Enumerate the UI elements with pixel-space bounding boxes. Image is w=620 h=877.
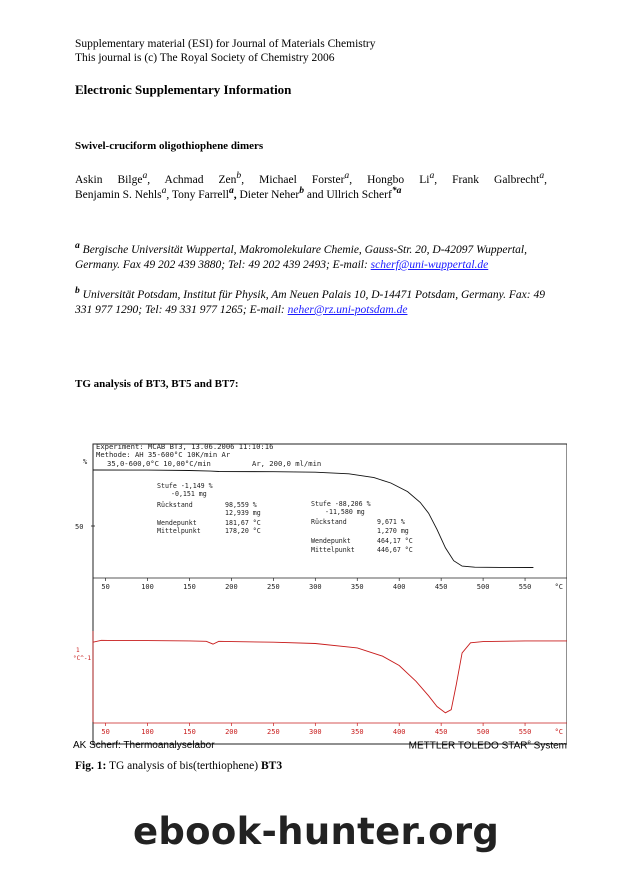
author-name: Achmad Zen [164, 173, 237, 186]
fig-header-line3b: Ar, 200,0 ml/min [252, 459, 322, 468]
author-name: Benjamin S. Nehls [75, 188, 162, 201]
x-tick-label: 350 [350, 728, 364, 736]
step1-stufe-mg: -0,151 mg [171, 490, 207, 498]
fig-header-line2: Methode: AH 35-600°C 10K/min Ar [96, 450, 231, 459]
author-name: Hongbo Li [367, 173, 430, 186]
tg-chart [73, 436, 567, 754]
affiliation-a: $^a$ Bergische Universität Wuppertal, Makromolekulare Chemie, Gauss-Str. 20, D-42097 Wuppertal, Germany. Fax 49 202 439 3880; Tel: 49 202 439 2493; E-mail: scherf@uni-wuppertal.de [75, 240, 527, 271]
x-tick-label: 250 [267, 728, 280, 736]
step2-stufe: Stufe -88,206 % [311, 500, 371, 508]
authors-line2: Benjamin S. Nehls$^a$, Tony Farrell$^a$, Dieter Neher$^b$ and Ullrich Scherf$^{*a}$ [75, 185, 402, 201]
dtg-y-unit: °C^-1 [73, 655, 92, 662]
tg-x-ticks [101, 578, 563, 591]
author-name: Askin Bilge [75, 173, 143, 186]
email-link-neher[interactable]: neher@rz.uni-potsdam.de [287, 303, 408, 316]
x-tick-label: 550 [518, 728, 532, 736]
article-title: Swivel-cruciform oligothiophene dimers [75, 140, 264, 152]
journal-header-line2: This journal is (c) The Royal Society of Chemistry 2006 [75, 52, 335, 64]
step1-rueckstand-label: Rückstand [157, 501, 193, 509]
step2-stufe-mg: -11,580 mg [325, 508, 365, 516]
fig-footer-right: METTLER TOLEDO STAR$^e$ System [408, 740, 567, 752]
x-tick-label: 450 [434, 583, 448, 591]
step2-rueckstand-mg: 1,270 mg [377, 527, 409, 535]
x-tick-label: 300 [308, 583, 322, 591]
x-tick-label: 150 [183, 728, 196, 736]
x-tick-label: 450 [434, 728, 448, 736]
page-title: Electronic Supplementary Information [75, 82, 292, 97]
author-name: Tony Farrell [171, 188, 229, 201]
x-tick-label: 100 [141, 583, 154, 591]
fig-footer-left: AK Scherf: Thermoanalyselabor [73, 740, 215, 751]
author-name: Michael Forster [259, 173, 345, 186]
journal-header-line1: Supplementary material (ESI) for Journal of Materials Chemistry [75, 38, 376, 50]
x-tick-label: 100 [141, 728, 154, 736]
x-tick-label: 50 [101, 583, 110, 591]
step1-mittelpunkt: 178,20 °C [225, 527, 261, 535]
step2-mittelpunkt: 446,67 °C [377, 546, 413, 554]
fig-header-line1: Experiment: MCAB BT3, 13.06.2006 11:10:16 [96, 442, 274, 451]
x-tick-label: 550 [518, 583, 532, 591]
step1-mittelpunkt-label: Mittelpunkt [157, 527, 201, 535]
step1-stufe: Stufe -1,149 % [157, 482, 213, 490]
dtg-curve [93, 640, 567, 713]
x-tick-label: 400 [392, 583, 406, 591]
x-unit-label: °C [554, 583, 563, 591]
author-name: Frank Galbrecht [452, 173, 540, 186]
step2-wendepunkt-label: Wendepunkt [311, 537, 351, 545]
x-tick-label: 200 [225, 728, 238, 736]
x-tick-label: 150 [183, 583, 196, 591]
step2-annotation [311, 500, 413, 554]
step2-rueckstand-label: Rückstand [311, 518, 347, 526]
x-tick-label: 500 [476, 583, 490, 591]
tg-y-tick-50: 50 [75, 523, 84, 531]
x-tick-label: 50 [101, 728, 110, 736]
x-tick-label: 350 [350, 583, 364, 591]
x-tick-label: 300 [308, 728, 322, 736]
step1-wendepunkt-label: Wendepunkt [157, 519, 197, 527]
watermark-text: ebook-hunter.org [133, 810, 500, 853]
step1-rueckstand: 98,559 % [225, 501, 257, 509]
x-tick-label: 500 [476, 728, 490, 736]
x-tick-label: 400 [392, 728, 406, 736]
x-tick-label: 250 [267, 583, 280, 591]
x-unit-label: °C [554, 728, 563, 736]
x-tick-label: 200 [225, 583, 238, 591]
section-heading: TG analysis of BT3, BT5 and BT7: [75, 378, 239, 390]
dtg-x-ticks [101, 723, 563, 736]
email-link-scherf[interactable]: scherf@uni-wuppertal.de [370, 258, 489, 271]
affiliation-b: $^b$ Universität Potsdam, Institut für Physik, Am Neuen Palais 10, D-14471 Potsdam, Germany. Fax: 49 331 977 1290; Tel: 49 331 977 1265; E-mail: neher@rz.uni-potsdam.de [75, 285, 545, 316]
figure-caption: Fig. 1: TG analysis of bis(terthiophene) BT3 [75, 760, 283, 772]
dtg-y-marker: 1 [76, 647, 80, 654]
fig-header-line3: 35,0-600,0°C 10,00°C/min [107, 459, 211, 468]
step1-rueckstand-mg: 12,939 mg [225, 509, 261, 517]
author-name: Dieter Neher [239, 188, 300, 201]
step1-wendepunkt: 181,67 °C [225, 519, 261, 527]
tg-figure [73, 436, 567, 754]
tg-y-unit: % [83, 458, 88, 466]
step2-mittelpunkt-label: Mittelpunkt [311, 546, 355, 554]
step2-rueckstand: 9,671 % [377, 518, 405, 526]
authors-line1: Askin Bilge$^a$, Achmad Zen$^b$, Michael Forster$^a$, Hongbo Li$^a$, Frank Galbrecht$^a$, [75, 170, 548, 186]
step2-wendepunkt: 464,17 °C [377, 537, 413, 545]
author-name: and Ullrich Scherf [306, 188, 392, 201]
step1-annotation [157, 482, 261, 535]
